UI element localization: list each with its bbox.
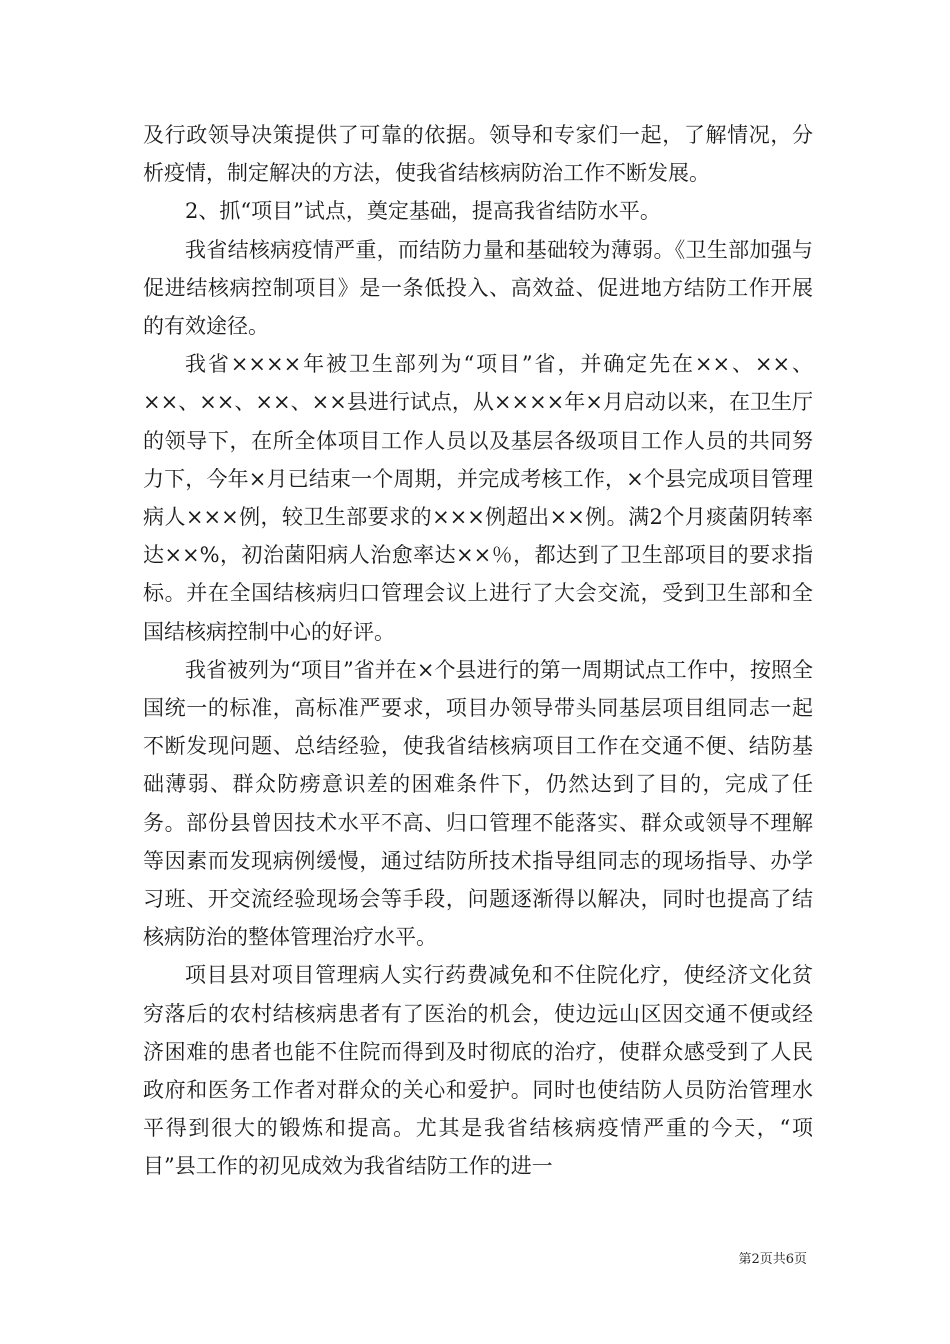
paragraph: 我省××××年被卫生部列为“项目”省，并确定先在××、××、××、××、××、××县进行试点，从××××年×月启动以来，在卫生厅的领导下，在所全体项目工作人员以及基层各级项目工作人员的共同努力下，今年×月已结束一个周期，并完成考核工作，×个县完成项目管理病人×××例，较卫生部要求的×××例超出××例。满2个月痰菌阴转率达××%，初治菌阳病人治愈率达××％，都达到了卫生部项目的要求指标。并在全国结核病归口管理会议上进行了大会交流，受到卫生部和全国结核病控制中心的好评。 [143, 352, 813, 644]
page-number-footer: 第2页共6页 [738, 1252, 807, 1267]
paragraph: 我省结核病疫情严重，而结防力量和基础较为薄弱。《卫生部加强与促进结核病控制项目》是一条低投入、高效益、促进地方结防工作开展的有效途径。 [143, 237, 813, 339]
paragraph: 我省被列为“项目”省并在×个县进行的第一周期试点工作中，按照全国统一的标准，高标准严要求，项目办领导带头同基层项目组同志一起不断发现问题、总结经验，使我省结核病项目工作在交通不便、结防基础薄弱、群众防痨意识差的困难条件下，仍然达到了目的，完成了任务。部份县曾因技术水平不高、归口管理不能落实、群众或领导不理解等因素而发现病例缓慢，通过结防所技术指导组同志的现场指导、办学习班、开交流经验现场会等手段，问题逐渐得以解决，同时也提高了结核病防治的整体管理治疗水平。 [143, 657, 813, 950]
paragraph: 项目县对项目管理病人实行药费减免和不住院化疗，使经济文化贫穷落后的农村结核病患者有了医治的机会，使边远山区因交通不便或经济困难的患者也能不住院而得到及时彻底的治疗，使群众感受到了人民政府和医务工作者对群众的关心和爱护。同时也使结防人员防治管理水平得到很大的锻炼和提高。尤其是我省结核病疫情严重的今天，“项目”县工作的初见成效为我省结防工作的进一 [143, 963, 813, 1179]
paragraph-section-heading: 2、抓“项目”试点，奠定基础，提高我省结防水平。 [185, 199, 661, 224]
paragraph-continued: 及行政领导决策提供了可靠的依据。领导和专家们一起，了解情况，分析疫情，制定解决的方法，使我省结核病防治工作不断发展。 [143, 123, 813, 186]
document-body [143, 116, 813, 1186]
